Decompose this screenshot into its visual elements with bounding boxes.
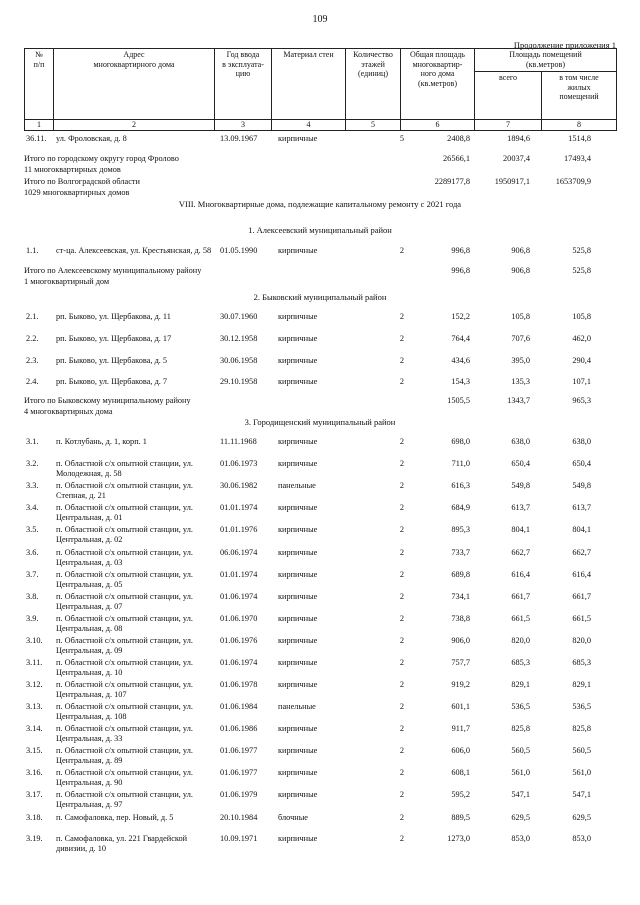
table-row-floors: 2 — [399, 377, 404, 386]
table-row-floors: 2 — [399, 702, 404, 711]
table-row-address: п. Областной с/х опытной станции, ул. Центральная, д. 07 — [56, 592, 193, 611]
table-row-material: кирпичные — [278, 680, 318, 689]
table-row-material: кирпичные — [278, 377, 318, 386]
table-row-year: 01.06.1976 — [220, 636, 258, 645]
table-row-floors: 2 — [399, 790, 404, 799]
table-row-total: 764,4 — [451, 334, 470, 343]
table-row-residential: 650,4 — [572, 459, 591, 468]
header-col-material: Материал стен — [272, 49, 346, 120]
table-row-material: кирпичные — [278, 834, 318, 843]
total-region-residential: 1653709,9 — [555, 177, 591, 186]
table-row-residential: 685,3 — [572, 658, 591, 667]
table-row-material: кирпичные — [278, 356, 318, 365]
table-row-total: 734,1 — [451, 592, 470, 601]
table-row-residential: 536,5 — [572, 702, 591, 711]
table-row-all: 560,5 — [511, 746, 530, 755]
table-row-material: кирпичные — [278, 658, 318, 667]
table-row-material: кирпичные — [278, 246, 318, 255]
table-row-residential: 829,1 — [572, 680, 591, 689]
table-row-address: рп. Быково, ул. Щербакова, д. 17 — [56, 334, 172, 343]
table-row-total: 154,3 — [451, 377, 470, 386]
district2-total-label: Итого по Быковскому муниципальному району — [24, 396, 191, 405]
district3-title: 3. Городищенский муниципальный район — [244, 417, 396, 427]
row-3611-material: кирпичные — [278, 134, 318, 143]
table-row-address: п. Областной с/х опытной станции, ул. Центральная, д. 08 — [56, 614, 193, 633]
table-row-material: кирпичные — [278, 525, 318, 534]
district1-total-total: 996,8 — [451, 266, 470, 275]
table-row-material: блочные — [278, 813, 308, 822]
table-row-num: 3.8. — [26, 592, 39, 601]
total-region-total: 2289177,8 — [434, 177, 470, 186]
table-row-num: 3.2. — [26, 459, 39, 468]
table-row-material: кирпичные — [278, 790, 318, 799]
table-row-address: п. Областной с/х опытной станции, ул. Степная, д. 21 — [56, 481, 193, 500]
table-row-floors: 2 — [399, 592, 404, 601]
table-row-residential: 629,5 — [572, 813, 591, 822]
table-row-floors: 2 — [399, 548, 404, 557]
header-col-address: Адрес многоквартирного дома — [54, 49, 215, 120]
table-row-num: 3.1. — [26, 437, 39, 446]
table-row-all: 829,1 — [511, 680, 530, 689]
page-number: 109 — [312, 14, 328, 25]
table-row-address: п. Самофаловка, пер. Новый, д. 5 — [56, 813, 174, 822]
header-col-residential: в том числе жилых помещений — [542, 72, 617, 120]
table-row-all: 661,5 — [511, 614, 530, 623]
table-row-num: 3.14. — [26, 724, 43, 733]
table-row-total: 738,8 — [451, 614, 470, 623]
table-row-floors: 2 — [399, 481, 404, 490]
table-row-floors: 2 — [399, 334, 404, 343]
total-frolovo-all: 20037,4 — [503, 154, 530, 163]
table-row-residential: 105,8 — [572, 312, 591, 321]
table-row-year: 10.09.1971 — [220, 834, 258, 843]
table-row-total: 919,2 — [451, 680, 470, 689]
table-row-total: 616,3 — [451, 481, 470, 490]
table-row-floors: 2 — [399, 525, 404, 534]
header-num-2: 2 — [54, 120, 215, 131]
table-row-year: 20.10.1984 — [220, 813, 258, 822]
table-row-num: 3.5. — [26, 525, 39, 534]
table-row-total: 689,8 — [451, 570, 470, 579]
table-row-all: 549,8 — [511, 481, 530, 490]
table-row-num: 3.7. — [26, 570, 39, 579]
header-col-premises: Площадь помещений (кв.метров) — [475, 49, 617, 72]
table-row-all: 685,3 — [511, 658, 530, 667]
table-row-residential: 561,0 — [572, 768, 591, 777]
table-row-all: 613,7 — [511, 503, 530, 512]
table-row-material: кирпичные — [278, 724, 318, 733]
table-row-num: 3.6. — [26, 548, 39, 557]
table-row-address: п. Областной с/х опытной станции, ул. Центральная, д. 108 — [56, 702, 193, 721]
table-row-all: 638,0 — [511, 437, 530, 446]
district1-title: 1. Алексеевский муниципальный район — [248, 225, 392, 235]
table-row-num: 3.11. — [26, 658, 43, 667]
table-row-material: кирпичные — [278, 636, 318, 645]
table-header — [24, 48, 617, 131]
table-row-num: 2.4. — [26, 377, 39, 386]
row-3611-floors: 5 — [399, 134, 404, 143]
table-row-floors: 2 — [399, 813, 404, 822]
table-row-material: кирпичные — [278, 459, 318, 468]
table-row-address: п. Областной с/х опытной станции, ул. Центральная, д. 97 — [56, 790, 193, 809]
header-num-1: 1 — [25, 120, 54, 131]
table-row-residential: 853,0 — [572, 834, 591, 843]
header-col-floors: Количество этажей (единиц) — [346, 49, 401, 120]
header-num-6: 6 — [401, 120, 475, 131]
total-frolovo-label: Итого по городскому округу город Фролово — [24, 154, 179, 163]
table-row-num: 2.1. — [26, 312, 39, 321]
table-row-residential: 290,4 — [572, 356, 591, 365]
table-row-address: п. Областной с/х опытной станции, ул. Центральная, д. 90 — [56, 768, 193, 787]
total-frolovo-residential: 17493,4 — [564, 154, 591, 163]
header-col-num: № п/п — [25, 49, 54, 120]
total-region-label: Итого по Волгоградской области — [24, 177, 140, 186]
table-row-all: 105,8 — [511, 312, 530, 321]
table-row-total: 606,0 — [451, 746, 470, 755]
table-row-year: 06.06.1974 — [220, 548, 258, 557]
table-row-all: 906,8 — [511, 246, 530, 255]
table-row-year: 01.06.1974 — [220, 658, 258, 667]
table-row-total: 996,8 — [451, 246, 470, 255]
table-row-floors: 2 — [399, 636, 404, 645]
table-row-address: п. Самофаловка, ул. 221 Гвардейской дивизии, д. 10 — [56, 834, 188, 853]
table-row-total: 911,7 — [451, 724, 470, 733]
total-region-all: 1950917,1 — [494, 177, 530, 186]
table-row-num: 2.3. — [26, 356, 39, 365]
table-row-year: 30.07.1960 — [220, 312, 258, 321]
table-row-total: 906,0 — [451, 636, 470, 645]
continuation-note: Продолжение приложения 1 — [513, 40, 616, 50]
table-row-num: 3.17. — [26, 790, 43, 799]
district2-total-total: 1505,5 — [447, 396, 470, 405]
table-row-year: 01.06.1977 — [220, 768, 258, 777]
district1-total-all: 906,8 — [511, 266, 530, 275]
table-row-residential: 820,0 — [572, 636, 591, 645]
table-row-all: 629,5 — [511, 813, 530, 822]
header-num-3: 3 — [215, 120, 272, 131]
table-row-material: панельные — [278, 481, 316, 490]
table-row-address: п. Областной с/х опытной станции, ул. Центральная, д. 10 — [56, 658, 193, 677]
table-row-floors: 2 — [399, 658, 404, 667]
table-row-floors: 2 — [399, 437, 404, 446]
table-row-year: 01.06.1978 — [220, 680, 258, 689]
table-row-year: 01.06.1974 — [220, 592, 258, 601]
table-row-residential: 825,8 — [572, 724, 591, 733]
header-col-all: всего — [475, 72, 542, 120]
table-row-year: 01.05.1990 — [220, 246, 258, 255]
district2-title: 2. Быковский муниципальный район — [253, 292, 387, 302]
table-row-residential: 107,1 — [572, 377, 591, 386]
table-row-material: панельные — [278, 702, 316, 711]
table-row-num: 3.15. — [26, 746, 43, 755]
table-row-material: кирпичные — [278, 503, 318, 512]
table-row-residential: 547,1 — [572, 790, 591, 799]
row-3611-total: 2408,8 — [447, 134, 470, 143]
district1-total-label: Итого по Алексеевскому муниципальному району — [24, 266, 202, 275]
table-row-material: кирпичные — [278, 746, 318, 755]
table-row-material: кирпичные — [278, 592, 318, 601]
table-row-num: 3.16. — [26, 768, 43, 777]
table-row-total: 434,6 — [451, 356, 470, 365]
table-row-address: п. Областной с/х опытной станции, ул. Центральная, д. 01 — [56, 503, 193, 522]
table-row-material: кирпичные — [278, 312, 318, 321]
table-row-address: ст-ца. Алексеевская, ул. Крестьянская, д. 58 — [56, 246, 212, 255]
table-row-total: 698,0 — [451, 437, 470, 446]
table-row-address: п. Областной с/х опытной станции, ул. Центральная, д. 05 — [56, 570, 193, 589]
table-row-all: 661,7 — [511, 592, 530, 601]
table-row-residential: 662,7 — [572, 548, 591, 557]
table-row-all: 395,0 — [511, 356, 530, 365]
table-row-address: п. Областной с/х опытной станции, ул. Центральная, д. 02 — [56, 525, 193, 544]
table-row-address: рп. Быково, ул. Щербакова, д. 7 — [56, 377, 168, 386]
table-row-residential: 549,8 — [572, 481, 591, 490]
section-viii-title: VIII. Многоквартирные дома, подлежащие капитальному ремонту с 2021 года — [178, 199, 462, 209]
table-row-year: 01.06.1973 — [220, 459, 258, 468]
table-row-all: 561,0 — [511, 768, 530, 777]
table-row-total: 733,7 — [451, 548, 470, 557]
total-region-count: 1029 многоквартирных домов — [24, 188, 130, 197]
table-row-address: п. Областной с/х опытной станции, ул. Центральная, д. 09 — [56, 636, 193, 655]
table-row-all: 853,0 — [511, 834, 530, 843]
table-row-num: 3.10. — [26, 636, 43, 645]
table-row-all: 662,7 — [511, 548, 530, 557]
table-row-year: 01.06.1986 — [220, 724, 258, 733]
table-row-floors: 2 — [399, 312, 404, 321]
table-row-residential: 661,7 — [572, 592, 591, 601]
table-row-floors: 2 — [399, 680, 404, 689]
table-row-all: 135,3 — [511, 377, 530, 386]
row-3611-residential: 1514,8 — [568, 134, 591, 143]
table-row-floors: 2 — [399, 356, 404, 365]
table-row-residential: 613,7 — [572, 503, 591, 512]
table-row-total: 601,1 — [451, 702, 470, 711]
table-row-total: 895,3 — [451, 525, 470, 534]
total-frolovo-count: 11 многоквартирных домов — [24, 165, 121, 174]
table-row-floors: 2 — [399, 246, 404, 255]
table-row-residential: 525,8 — [572, 246, 591, 255]
table-row-address: п. Областной с/х опытной станции, ул. Центральная, д. 03 — [56, 548, 193, 567]
table-row-all: 547,1 — [511, 790, 530, 799]
row-3611-year: 13.09.1967 — [220, 134, 258, 143]
table-row-year: 01.01.1976 — [220, 525, 258, 534]
table-row-floors: 2 — [399, 724, 404, 733]
table-row-residential: 560,5 — [572, 746, 591, 755]
table-row-num: 3.18. — [26, 813, 43, 822]
header-num-5: 5 — [346, 120, 401, 131]
table-row-floors: 2 — [399, 503, 404, 512]
table-row-residential: 638,0 — [572, 437, 591, 446]
table-row-all: 825,8 — [511, 724, 530, 733]
table-row-year: 01.01.1974 — [220, 570, 258, 579]
table-row-all: 804,1 — [511, 525, 530, 534]
table-row-material: кирпичные — [278, 614, 318, 623]
table-row-year: 30.06.1982 — [220, 481, 258, 490]
table-row-total: 711,0 — [451, 459, 470, 468]
table-row-year: 29.10.1958 — [220, 377, 258, 386]
table-row-total: 684,9 — [451, 503, 470, 512]
table-row-total: 152,2 — [451, 312, 470, 321]
table-row-residential: 661,5 — [572, 614, 591, 623]
table-row-address: п. Областной с/х опытной станции, ул. Центральная, д. 107 — [56, 680, 193, 699]
table-row-residential: 616,4 — [572, 570, 591, 579]
table-row-total: 608,1 — [451, 768, 470, 777]
district1-total-count: 1 многоквартирный дом — [24, 277, 110, 286]
header-num-7: 7 — [475, 120, 542, 131]
table-row-address: рп. Быково, ул. Щербакова, д. 5 — [56, 356, 168, 365]
table-row-all: 616,4 — [511, 570, 530, 579]
table-row-address: рп. Быково, ул. Щербакова, д. 11 — [56, 312, 171, 321]
row-3611-num: 36.11. — [26, 134, 47, 143]
table-row-floors: 2 — [399, 570, 404, 579]
table-row-year: 30.12.1958 — [220, 334, 258, 343]
table-row-floors: 2 — [399, 459, 404, 468]
table-row-all: 707,6 — [511, 334, 530, 343]
header-num-4: 4 — [272, 120, 346, 131]
table-row-year: 01.06.1977 — [220, 746, 258, 755]
table-row-total: 595,2 — [451, 790, 470, 799]
table-row-year: 01.06.1979 — [220, 790, 258, 799]
table-row-floors: 2 — [399, 768, 404, 777]
table-row-material: кирпичные — [278, 570, 318, 579]
table-row-num: 1.1. — [26, 246, 39, 255]
table-row-num: 3.3. — [26, 481, 39, 490]
row-3611-address: ул. Фроловская, д. 8 — [56, 134, 127, 143]
district1-total-residential: 525,8 — [572, 266, 591, 275]
table-row-year: 01.06.1970 — [220, 614, 258, 623]
table-row-all: 536,5 — [511, 702, 530, 711]
table-row-num: 3.13. — [26, 702, 43, 711]
table-row-year: 01.06.1984 — [220, 702, 258, 711]
table-row-address: п. Областной с/х опытной станции, ул. Центральная, д. 33 — [56, 724, 193, 743]
table-row-num: 3.12. — [26, 680, 43, 689]
table-row-total: 757,7 — [451, 658, 470, 667]
table-row-residential: 804,1 — [572, 525, 591, 534]
total-frolovo-total: 26566,1 — [443, 154, 470, 163]
header-col-year: Год ввода в эксплуата- цию — [215, 49, 272, 120]
header-num-8: 8 — [542, 120, 617, 131]
district2-total-count: 4 многоквартирных дома — [24, 407, 113, 416]
table-row-address: п. Котлубань, д. 1, корп. 1 — [56, 437, 147, 446]
table-row-material: кирпичные — [278, 334, 318, 343]
row-3611-all: 1894,6 — [507, 134, 530, 143]
table-row-num: 3.19. — [26, 834, 43, 843]
table-row-num: 2.2. — [26, 334, 39, 343]
table-row-address: п. Областной с/х опытной станции, ул. Молодежная, д. 58 — [56, 459, 193, 478]
table-row-all: 650,4 — [511, 459, 530, 468]
table-row-material: кирпичные — [278, 548, 318, 557]
table-row-address: п. Областной с/х опытной станции, ул. Центральная, д. 89 — [56, 746, 193, 765]
header-col-total-area: Общая площадь многоквартир- ного дома (кв.метров) — [401, 49, 475, 120]
table-row-material: кирпичные — [278, 768, 318, 777]
table-row-year: 30.06.1958 — [220, 356, 258, 365]
table-row-total: 889,5 — [451, 813, 470, 822]
table-row-floors: 2 — [399, 746, 404, 755]
table-row-floors: 2 — [399, 834, 404, 843]
table-row-floors: 2 — [399, 614, 404, 623]
table-row-all: 820,0 — [511, 636, 530, 645]
table-row-year: 11.11.1968 — [220, 437, 257, 446]
table-row-material: кирпичные — [278, 437, 318, 446]
table-row-num: 3.9. — [26, 614, 39, 623]
table-row-total: 1273,0 — [447, 834, 470, 843]
table-row-num: 3.4. — [26, 503, 39, 512]
district2-total-all: 1343,7 — [507, 396, 530, 405]
district2-total-residential: 965,3 — [572, 396, 591, 405]
table-row-year: 01.01.1974 — [220, 503, 258, 512]
table-row-residential: 462,0 — [572, 334, 591, 343]
